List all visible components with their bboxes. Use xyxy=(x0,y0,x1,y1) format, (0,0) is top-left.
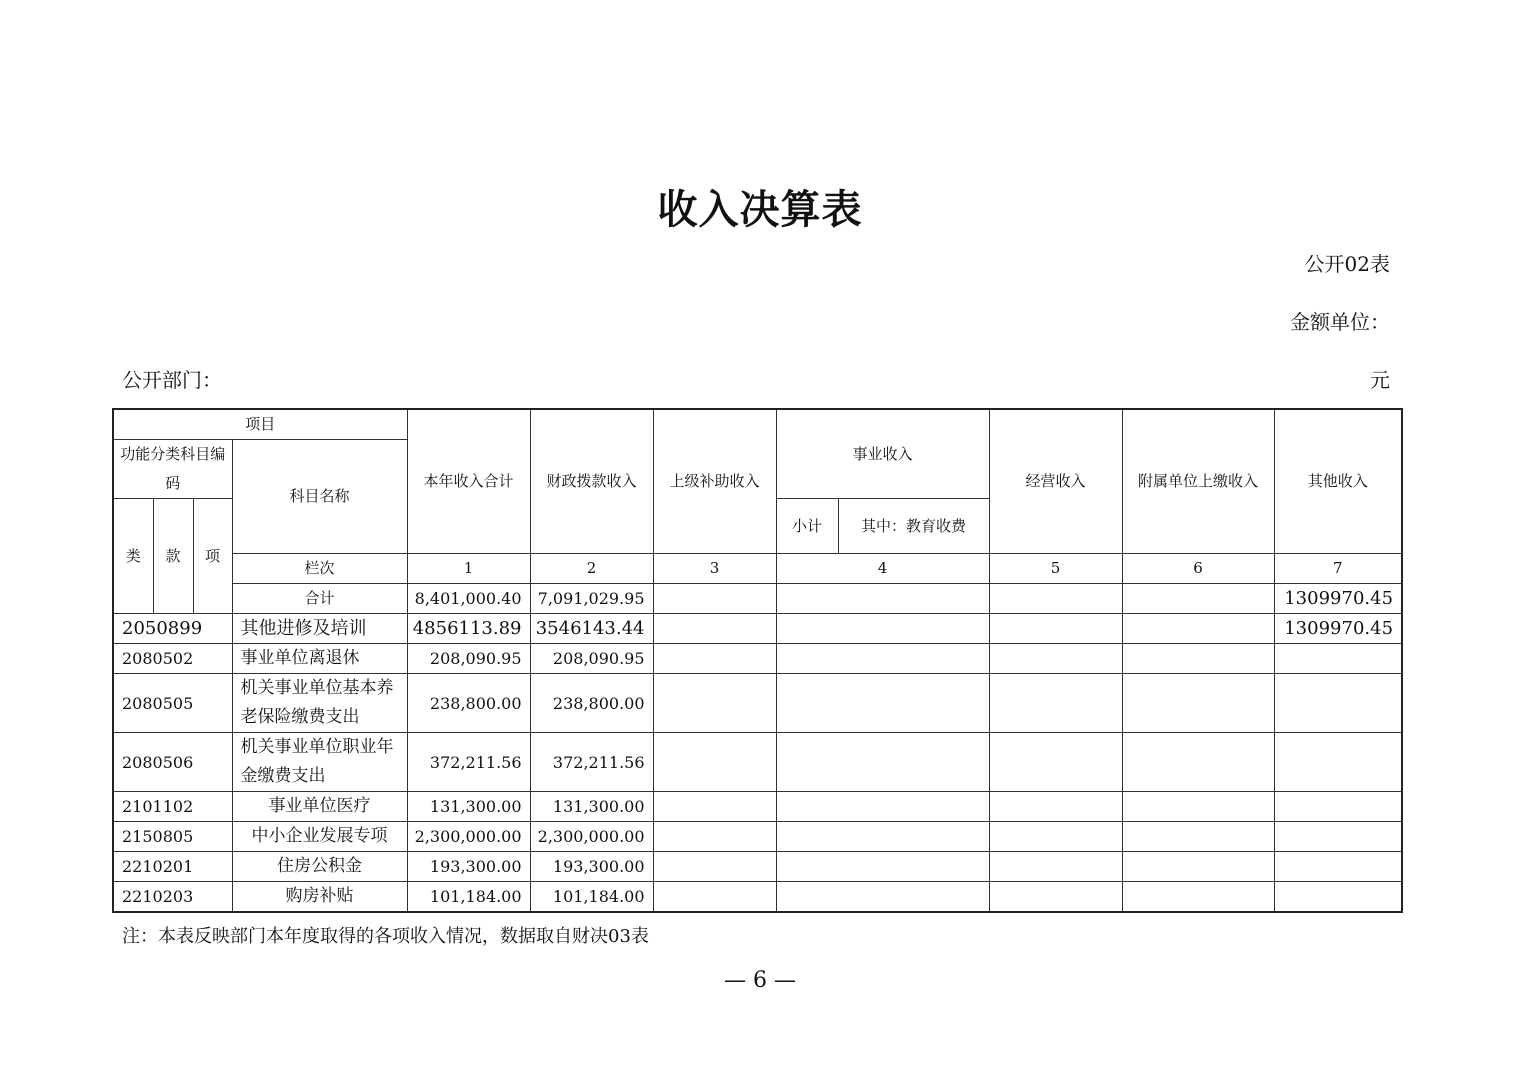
column-order-label: 栏次 xyxy=(232,554,407,584)
empty-cell xyxy=(653,584,776,614)
row-code: 2210203 xyxy=(113,882,232,913)
header-business-income: 经营收入 xyxy=(989,409,1122,554)
row-fiscal: 372,211.56 xyxy=(530,733,653,792)
header-func-code: 功能分类科目编码 xyxy=(113,440,232,499)
row-fiscal: 193,300.00 xyxy=(530,852,653,882)
empty-cell xyxy=(989,852,1122,882)
header-total-income: 本年收入合计 xyxy=(407,409,530,554)
row-other xyxy=(1274,882,1402,913)
row-other xyxy=(1274,822,1402,852)
empty-cell xyxy=(1122,792,1274,822)
table-note: 注：本表反映部门本年度取得的各项收入情况，数据取自财决03表 xyxy=(122,926,649,947)
row-name: 中小企业发展专项 xyxy=(232,822,407,852)
header-other-income: 其他收入 xyxy=(1274,409,1402,554)
column-number: 5 xyxy=(989,554,1122,584)
total-fiscal-value: 7,091,029.95 xyxy=(530,584,653,614)
row-code: 2210201 xyxy=(113,852,232,882)
empty-cell xyxy=(1122,614,1274,644)
row-other xyxy=(1274,792,1402,822)
header-subject-name: 科目名称 xyxy=(232,440,407,554)
empty-cell xyxy=(653,882,776,913)
row-code: 2080502 xyxy=(113,644,232,674)
table-row xyxy=(113,733,1402,792)
header-class: 类 xyxy=(113,499,153,614)
row-total: 131,300.00 xyxy=(407,792,530,822)
empty-cell xyxy=(653,822,776,852)
header-project: 项目 xyxy=(113,409,407,440)
row-code: 2101102 xyxy=(113,792,232,822)
header-edu-fee: 其中：教育收费 xyxy=(838,499,989,554)
empty-cell xyxy=(653,674,776,733)
row-fiscal: 101,184.00 xyxy=(530,882,653,913)
empty-cell xyxy=(776,882,989,913)
empty-cell xyxy=(653,852,776,882)
row-name: 购房补贴 xyxy=(232,882,407,913)
row-fiscal: 238,800.00 xyxy=(530,674,653,733)
empty-cell xyxy=(989,674,1122,733)
row-total: 238,800.00 xyxy=(407,674,530,733)
empty-cell xyxy=(989,584,1122,614)
form-number: 公开02表 xyxy=(1304,252,1390,276)
empty-cell xyxy=(989,792,1122,822)
header-fiscal-income: 财政拨款收入 xyxy=(530,409,653,554)
empty-cell xyxy=(776,852,989,882)
total-label: 合计 xyxy=(232,584,407,614)
row-total: 208,090.95 xyxy=(407,644,530,674)
row-name: 机关事业单位职业年金缴费支出 xyxy=(232,733,407,792)
empty-cell xyxy=(776,733,989,792)
empty-cell xyxy=(989,733,1122,792)
empty-cell xyxy=(1122,822,1274,852)
row-other xyxy=(1274,674,1402,733)
row-fiscal: 2,300,000.00 xyxy=(530,822,653,852)
row-other xyxy=(1274,852,1402,882)
table-row xyxy=(113,882,1402,913)
row-fiscal: 131,300.00 xyxy=(530,792,653,822)
empty-cell xyxy=(653,644,776,674)
column-number: 7 xyxy=(1274,554,1402,584)
page-title: 收入决算表 xyxy=(657,187,863,233)
header-affiliated-income: 附属单位上缴收入 xyxy=(1122,409,1274,554)
empty-cell xyxy=(776,822,989,852)
column-number: 3 xyxy=(653,554,776,584)
row-code: 2050899 xyxy=(113,614,232,644)
empty-cell xyxy=(989,644,1122,674)
empty-cell xyxy=(1122,733,1274,792)
total-row xyxy=(113,584,1402,614)
header-row-1 xyxy=(113,409,1402,440)
table-row xyxy=(113,644,1402,674)
row-total: 2,300,000.00 xyxy=(407,822,530,852)
row-other xyxy=(1274,644,1402,674)
empty-cell xyxy=(1122,882,1274,913)
row-code: 2080505 xyxy=(113,674,232,733)
column-number: 4 xyxy=(776,554,989,584)
empty-cell xyxy=(653,733,776,792)
row-fiscal: 3546143.44 xyxy=(530,614,653,644)
empty-cell xyxy=(776,614,989,644)
empty-cell xyxy=(1122,674,1274,733)
empty-cell xyxy=(989,822,1122,852)
row-name: 事业单位离退休 xyxy=(232,644,407,674)
empty-cell xyxy=(776,792,989,822)
column-number: 6 xyxy=(1122,554,1274,584)
column-number: 2 xyxy=(530,554,653,584)
empty-cell xyxy=(653,792,776,822)
empty-cell xyxy=(1122,852,1274,882)
header-xiang: 项 xyxy=(193,499,232,614)
table-row xyxy=(113,822,1402,852)
empty-cell xyxy=(653,614,776,644)
row-name: 事业单位医疗 xyxy=(232,792,407,822)
empty-cell xyxy=(1122,584,1274,614)
row-total: 4856113.89 xyxy=(407,614,530,644)
column-order-row xyxy=(113,554,1402,584)
row-total: 193,300.00 xyxy=(407,852,530,882)
table-row xyxy=(113,614,1402,644)
amount-unit-value: 元 xyxy=(1370,368,1390,392)
table-row xyxy=(113,852,1402,882)
empty-cell xyxy=(989,882,1122,913)
table-row xyxy=(113,674,1402,733)
header-kuan: 款 xyxy=(153,499,193,614)
header-upper-subsidy: 上级补助收入 xyxy=(653,409,776,554)
page-number: — 6 — xyxy=(724,968,796,993)
row-name: 机关事业单位基本养老保险缴费支出 xyxy=(232,674,407,733)
row-name: 其他进修及培训 xyxy=(232,614,407,644)
row-code: 2080506 xyxy=(113,733,232,792)
total-other-value: 1309970.45 xyxy=(1274,584,1402,614)
row-fiscal: 208,090.95 xyxy=(530,644,653,674)
empty-cell xyxy=(776,644,989,674)
row-name: 住房公积金 xyxy=(232,852,407,882)
row-total: 372,211.56 xyxy=(407,733,530,792)
amount-unit-label: 金额单位： xyxy=(1290,310,1390,334)
empty-cell xyxy=(776,674,989,733)
row-other: 1309970.45 xyxy=(1274,614,1402,644)
empty-cell xyxy=(1122,644,1274,674)
column-number: 1 xyxy=(407,554,530,584)
header-subtotal: 小计 xyxy=(776,499,838,554)
department-label: 公开部门： xyxy=(122,368,222,392)
empty-cell xyxy=(989,614,1122,644)
total-income-value: 8,401,000.40 xyxy=(407,584,530,614)
income-table xyxy=(112,408,1403,913)
row-other xyxy=(1274,733,1402,792)
row-total: 101,184.00 xyxy=(407,882,530,913)
row-code: 2150805 xyxy=(113,822,232,852)
header-career-income: 事业收入 xyxy=(776,409,989,499)
table-row xyxy=(113,792,1402,822)
empty-cell xyxy=(776,584,989,614)
